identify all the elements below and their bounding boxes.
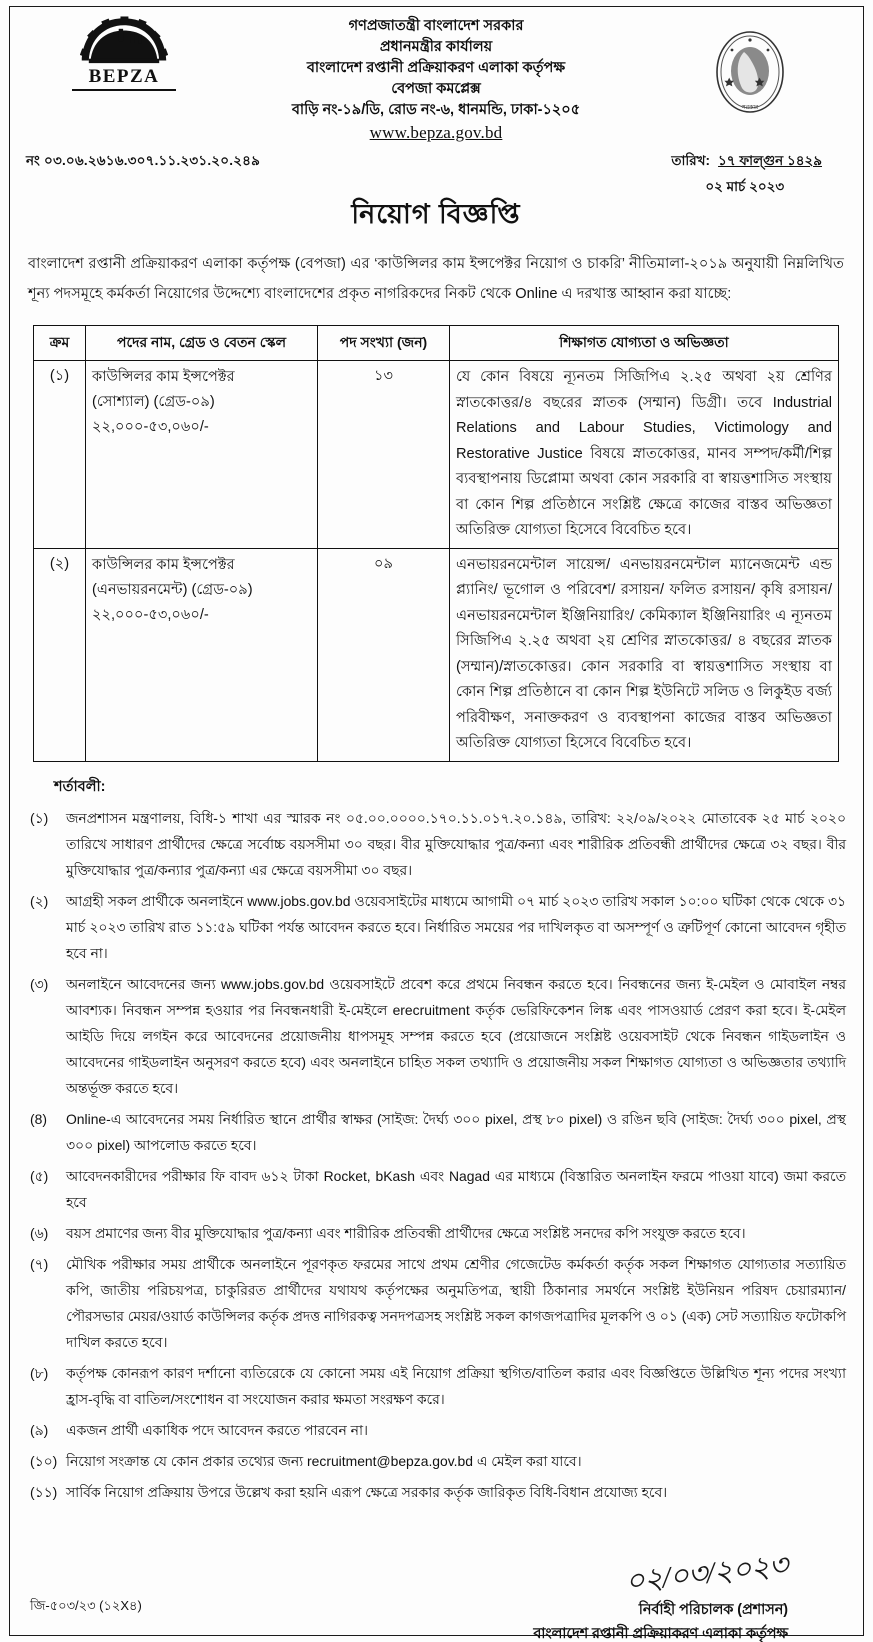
footer-print-code: জি-৫০৩/২৩ (১২X৪) [30,1598,142,1613]
website-link[interactable]: www.bepza.gov.bd [369,123,503,142]
th-post-name: পদের নাম, গ্রেড ও বেতন স্কেল [86,326,318,361]
cell-vacancies: ০৯ [318,548,450,761]
th-vacancies: পদ সংখ্যা (জন) [318,326,450,361]
memo-number: নং ০৩.০৬.২৬১৬.৩০৭.১১.২৩১.২০.২৪৯ [26,153,261,168]
condition-text: মৌখিক পরীক্ষার সময় প্রার্থীকে অনলাইনে পূরণকৃত ফরমের সাথে প্রথম শ্রেণীর গেজেটেড কর্মকর্তা কর্তৃক সকল শিক্ষাগত যোগ্যতার সত্যায়িত কপি, জাতীয় পরিচয়পত্র, চাকুরিরত প্রার্থীদের যথাযথ কর্তৃপক্ষের অনুমতিপত্র, স্থায়ী ঠিকানার সমর্থনে সংশ্লিষ্ট ইউনিয়ন পরিষদ চেয়ারম্যান/পৌরসভার মেয়র/ওয়ার্ড কাউন্সিলর কর্তৃক প্রদত্ত নাগিরকত্ব সনদপত্রসহ সংশ্লিষ্ট সকল কাগজপত্রাদির মূলকপি ও ০১ (এক) সেট সত্যায়িত ফটোকপি দাখিল করতে হবে। [66,1255,846,1350]
condition-text: আবেদনকারীদের পরীক্ষার ফি বাবদ ৬১২ টাকা Rocket, bKash এবং Nagad এর মাধ্যমে (বিস্তারিত অনলাইন ফরমে পাওয়া যাবে) জমা করতে হবে [66,1167,846,1210]
condition-text: Online-এ আবেদনের সময় নির্ধারিত স্থানে প্রার্থীর স্বাক্ষর (সাইজ: দৈর্ঘ্য ৩০০ pixel, প্রস্থ ৮০ pixel) ও রঙিন ছবি (সাইজ: দৈর্ঘ্য ৩০০ pixel, প্রস্থ ৩০০ pixel) আপলোড করতে হবে। [66,1110,846,1153]
post-line: (সোশ্যাল) (গ্রেড-০৯) [92,394,215,410]
condition-marker: (৯) [30,1421,49,1438]
condition-text: কর্তৃপক্ষ কোনরূপ কারণ দর্শানো ব্যতিরেকে যে কোনো সময় এই নিয়োগ প্রক্রিয়া স্থগিত/বাতিল করার এবং বিজ্ঞপ্তিতে উল্লিখিত শূন্য পদের সংখ্যা হ্রাস-বৃদ্ধি বা বাতিল/সংশোধন বা সংযোজন করার ক্ষমতা সংরক্ষণ করে। [66,1364,846,1407]
cell-serial: (১) [34,361,86,549]
list-item [26,1220,846,1246]
post-line: ২২,০০০-৫৩,০৬০/- [92,419,209,435]
list-item [26,805,846,883]
vacancy-table [33,325,839,762]
date-label: তারিখ: [671,153,711,168]
table-row [34,548,839,761]
conditions-list [26,805,846,1505]
condition-text: নিয়োগ সংক্রান্ত যে কোন প্রকার তথ্যের জন্য recruitment@bepza.gov.bd এ মেইল করা যাবে। [66,1452,582,1469]
document-header [26,14,846,146]
intro-paragraph: বাংলাদেশ রপ্তানী প্রক্রিয়াকরণ এলাকা কর্তৃপক্ষ (বেপজা) এর ‘কাউন্সিলর কাম ইন্সপেক্টর নিয়োগ ও চাকরি’ নীতিমালা-২০১৯ অনুযায়ী নিম্নলিখিত শূন্য পদসমূহে কর্মকর্তা নিয়োগের উদ্দেশ্যে বাংলাদেশের প্রকৃত নাগরিকদের নিকট থেকে Online এ দরখাস্ত আহ্বান করা যাচ্ছে: [28,256,844,302]
condition-text: বয়স প্রমাণের জন্য বীর মুক্তিযোদ্ধার পুত্র/কন্যা এবং শারীরিক প্রতিবন্ধী প্রার্থীদের ক্ষেত্রে সংশ্লিষ্ট সনদের কপি সংযুক্ত করতে হবে। [66,1224,746,1241]
table-row [34,361,839,549]
condition-marker: (৩) [30,975,49,992]
signature-block [26,1549,846,1642]
post-line: কাউন্সিলর কাম ইন্সপেক্টর [92,556,235,573]
cell-vacancies: ১৩ [318,361,450,549]
list-item [26,1479,846,1505]
condition-marker: (২) [30,892,49,909]
cell-serial: (২) [34,548,86,761]
condition-marker: (১) [30,809,49,826]
bepza-logo [72,16,176,90]
org-line-2: প্রধানমন্ত্রীর কার্যালয় [379,39,493,55]
condition-marker: (৭) [30,1255,49,1272]
org-line-5: বাড়ি নং-১৯/ডি, রোড নং-৬, ধানমন্ডি, ঢাকা-১২০৫ [291,102,581,118]
cell-qualification: যে কোন বিষয়ে ন্যূনতম সিজিপিএ ২.২৫ অথবা ২য় শ্রেণির স্নাতকোত্তর/৪ বছরের স্নাতক (সম্মান) ডিগ্রী। তবে Industrial Relations and Labour Studies, Victimology and Restorative Justice বিষয়ে স্নাতকোত্তর, মানব সম্পদ/কর্মী/শিল্প ব্যবস্থাপনায় ডিপ্লোমা অথবা কোন সরকারি বা স্বায়ত্তশাসিত সংস্থায় বা কোন শিল্প প্রতিষ্ঠানে সংশ্লিষ্ট ক্ষেত্রে কাজের বাস্তব অভিজ্ঞতা অতিরিক্ত যোগ্যতা হিসেবে বিবেচিত হবে। [450,361,839,549]
th-serial: ক্রম [34,326,86,361]
condition-text: আগ্রহী সকল প্রার্থীকে অনলাইনে www.jobs.gov.bd ওয়েবসাইটের মাধ্যমে আগামী ০৭ মার্চ ২০২৩ তারিখ সকাল ১০:০০ ঘটিকা থেকে থেকে ৩১ মার্চ ২০২৩ তারিখ রাত ১১:৫৯ ঘটিকা পর্যন্ত আবেদন করতে হবে। নির্ধারিত সময়ের পর দাখিলকৃত বা অসম্পূর্ণ ও ত্রুটিপূর্ণ কোনো আবেদন গৃহীত হবে না। [66,892,846,961]
bepza-gear-icon [80,16,168,68]
condition-marker: (১০) [30,1452,58,1469]
th-qualification: শিক্ষাগত যোগ্যতা ও অভিজ্ঞতা [450,326,839,361]
list-item [26,1251,846,1355]
page-title: নিয়োগ বিজ্ঞপ্তি [351,199,521,229]
condition-marker: (১১) [30,1483,58,1500]
signatory-organization: বাংলাদেশ রপ্তানী প্রক্রিয়াকরণ এলাকা কর্তৃপক্ষ [533,1625,788,1642]
date-bangla: ১৭ ফাল্গুন ১৪২৯ [718,153,822,168]
org-line-1: গণপ্রজাতন্ত্রী বাংলাদেশ সরকার [348,18,524,34]
signatory-designation: নির্বাহী পরিচালক (প্রশাসন) [638,1601,788,1618]
list-item [26,1417,846,1443]
condition-marker: (8) [30,1110,47,1127]
table-header-row [34,326,839,361]
svg-text:সরকার: সরকার [741,105,759,111]
cell-post-name [86,361,318,549]
condition-marker: (৮) [30,1364,49,1381]
condition-marker: (৬) [30,1224,49,1241]
conditions-title: শর্তাবলী: [54,778,106,795]
list-item [26,1360,846,1412]
org-line-4: বেপজা কমপ্লেক্স [391,81,481,97]
condition-text: অনলাইনে আবেদনের জন্য www.jobs.gov.bd ওয়েবসাইটে প্রবেশ করে প্রথমে নিবন্ধন করতে হবে। নিবন্ধনের জন্য ই-মেইল ও মোবাইল নম্বর আবশ্যক। নিবন্ধন সম্পন্ন হওয়ার পর নিবন্ধনধারী ই-মেইলে erecruitment কর্তৃক ভেরিফিকেশন লিঙ্ক এবং পাসওয়ার্ড প্রেরণ করা হবে। ই-মেইল আইডি দিয়ে লগইন করে আবেদনের প্রয়োজনীয় ধাপসমূহ সম্পন্ন করতে হবে (প্রয়োজনে সংশ্লিষ্ট ওয়েবসাইট থেকে নিবন্ধন গাইডলাইন ও আবেদনের গাইডলাইন অনুসরণ করতে হবে) এবং অনলাইনে চাহিত সকল তথ্যাদি ও প্রয়োজনীয় সকল শিক্ষাগত যোগ্যতা ও অভিজ্ঞতার তথ্যাদি অন্তর্ভূক্ত করতে হবে। [66,975,846,1096]
condition-text: জনপ্রশাসন মন্ত্রণালয়, বিধি-১ শাখা এর স্মারক নং ০৫.০০.০০০০.১৭০.১১.০১৭.২০.১৪৯, তারিখ: ২২/০৯/২০২২ মোতাবেক ২৫ মার্চ ২০২০ তারিখে সাধারণ প্রার্থীদের ক্ষেত্রে সর্বোচ্চ বয়সসীমা ৩০ বছর। বীর মুক্তিযোদ্ধার পুত্র/কন্যা এবং শারীরিক প্রতিবন্ধী প্রার্থীদের ক্ষেত্রে ৩২ বছর। বীর মুক্তিযোদ্ধার পুত্র/কন্যার পুত্র/কন্যা এর ক্ষেত্রে বয়সসীমা ৩০ বছর। [66,809,846,878]
condition-text: একজন প্রার্থী একাধিক পদে আবেদন করতে পারবেন না। [66,1421,368,1438]
handwritten-signature: ০২/০৩/২০২৩ [623,1548,790,1598]
cell-qualification: এনভায়রনমেন্টাল সায়েন্স/ এনভায়রনমেন্টাল ম্যানেজমেন্ট এন্ড প্ল্যানিং/ ভূগোল ও পরিবেশ/ রসায়ন/ ফলিত রসায়ন/ কৃষি রসায়ন/ এনভায়রনমেন্টাল ইঞ্জিনিয়ারিং/ কেমিক্যাল ইঞ্জিনিয়ারিং এ ন্যূনতম সিজিপিএ ২.২৫ অথবা ২য় শ্রেণির স্নাতকোত্তর/ ৪ বছরের স্নাতক (সম্মান)/স্নাতকোত্তর। কোন সরকারি বা স্বায়ত্তশাসিত সংস্থায় বা কোন শিল্প প্রতিষ্ঠানে বা কোন শিল্প ইউনিটে সলিড ও লিকুইড বর্জ্য পরিবীক্ষণ, সনাক্তকরণ ও ব্যবস্থাপনা কাজের বাস্তব অভিজ্ঞতা অতিরিক্ত যোগ্যতা হিসেবে বিবেচিত হবে। [450,548,839,761]
memo-row [26,150,846,202]
condition-marker: (৫) [30,1167,49,1184]
bepza-wordmark: BEPZA [72,66,176,91]
memo-date-block [671,150,822,199]
condition-text: সার্বিক নিয়োগ প্রক্রিয়ায় উপরে উল্লেখ করা হয়নি এরূপ ক্ষেত্রে সরকার কর্তৃক জারিকৃত বিধি-বিধান প্রযোজ্য হবে। [66,1483,668,1500]
list-item [26,1163,846,1215]
list-item [26,1448,846,1474]
post-line: (এনভায়রনমেন্ট) (গ্রেড-০৯) [92,581,253,598]
bangladesh-govt-seal-icon [714,30,786,112]
cell-post-name [86,548,318,761]
post-line: কাউন্সিলর কাম ইন্সপেক্টর [92,369,235,385]
date-english: ০২ মার্চ ২০২৩ [705,179,785,194]
org-line-3: বাংলাদেশ রপ্তানী প্রক্রিয়াকরণ এলাকা কর্তৃপক্ষ [306,60,566,76]
post-line: ২২,০০০-৫৩,০৬০/- [92,606,209,623]
list-item [26,888,846,966]
list-item [26,1106,846,1158]
list-item [26,971,846,1101]
date-bangla-row [671,150,822,173]
